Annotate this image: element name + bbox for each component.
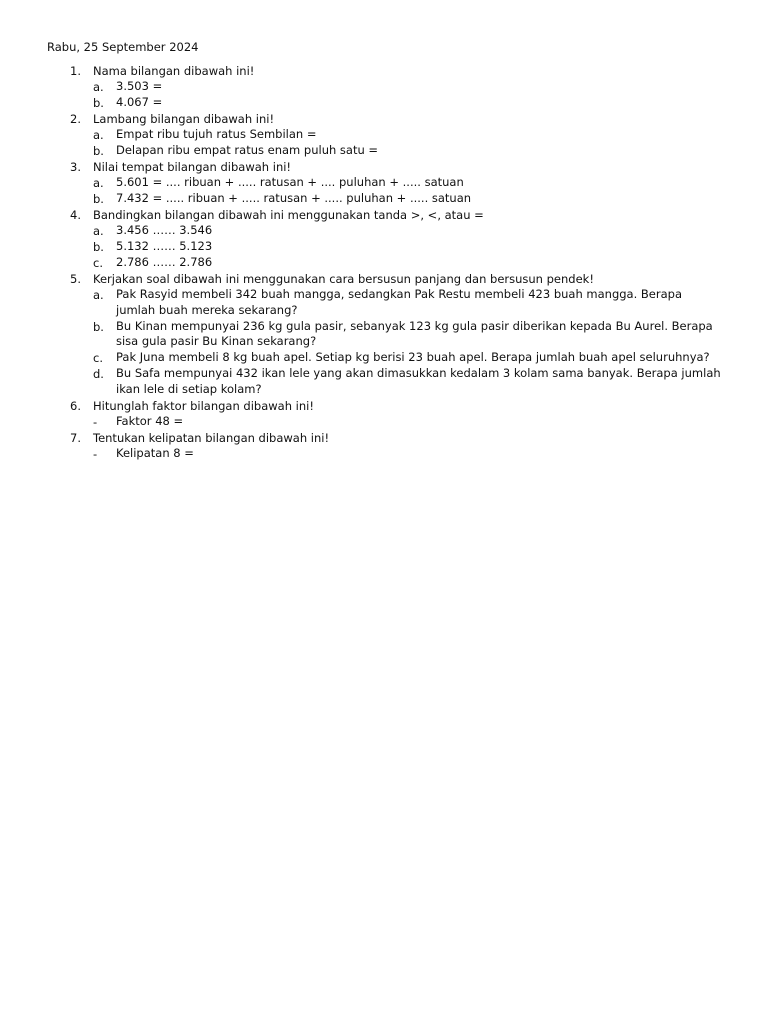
sub-item-marker: b.: [93, 240, 104, 254]
sub-item: [0, 143, 768, 159]
sub-item-text: 5.132 …… 5.123: [116, 239, 213, 253]
question-6: [0, 398, 768, 430]
question-text: Nama bilangan dibawah ini!: [93, 64, 255, 78]
sub-item: [0, 287, 768, 319]
sub-item-marker: a.: [93, 288, 104, 302]
sub-item-text: Empat ribu tujuh ratus Sembilan =: [116, 127, 317, 141]
sub-item-marker: a.: [93, 224, 104, 238]
question-2: [0, 111, 768, 159]
question-1: [0, 63, 768, 111]
sub-item-text: 7.432 = ..... ribuan + ..... ratusan + ..... puluhan + ..... satuan: [116, 191, 472, 205]
sub-item-list: [0, 127, 768, 159]
sub-item-list: [0, 446, 768, 462]
sub-item-text: Bu Safa mempunyai 432 ikan lele yang akan dimasukkan kedalam 3 kolam sama banyak. Berapa jumlah ikan lele di setiap kolam?: [116, 366, 721, 396]
sub-item-marker: d.: [93, 367, 104, 382]
sub-item-text: Bu Kinan mempunyai 236 kg gula pasir, sebanyak 123 kg gula pasir diberikan kepada Bu Aurel. Berapa sisa gula pasir Bu Kinan sekarang?: [116, 318, 713, 349]
sub-item-marker: a.: [93, 176, 104, 190]
question-number: 1.: [70, 64, 81, 78]
question-number: 6.: [70, 398, 81, 413]
sub-item-marker: c.: [93, 351, 103, 366]
question-number: 7.: [70, 430, 81, 445]
document-date: Rabu, 25 September 2024: [47, 40, 199, 54]
sub-item-list: [0, 175, 768, 207]
sub-item-marker: b.: [93, 96, 104, 110]
sub-item: [0, 255, 768, 271]
sub-item: [0, 223, 768, 239]
question-text: Kerjakan soal dibawah ini menggunakan cara bersusun panjang dan bersusun pendek!: [93, 272, 594, 286]
sub-item-list: [0, 79, 768, 111]
sub-item-text: 5.601 = .... ribuan + ..... ratusan + .... puluhan + ..... satuan: [116, 175, 464, 189]
question-5: [0, 271, 768, 398]
question-7: [0, 430, 768, 462]
sub-item: [0, 239, 768, 255]
sub-item-marker: -: [93, 446, 98, 461]
sub-item-marker: b.: [93, 192, 104, 206]
question-3: [0, 159, 768, 207]
sub-item-list: [0, 287, 768, 398]
sub-item-text: 4.067 =: [116, 95, 163, 109]
question-text: Nilai tempat bilangan dibawah ini!: [93, 160, 292, 174]
sub-item-list: [0, 414, 768, 430]
sub-item-text: 3.503 =: [116, 79, 163, 93]
sub-item-text: Pak Rasyid membeli 342 buah mangga, sedangkan Pak Restu membeli 423 buah mangga. Berapa jumlah buah mereka sekarang?: [116, 287, 682, 317]
question-text: Lambang bilangan dibawah ini!: [93, 112, 275, 126]
question-number: 2.: [70, 112, 81, 126]
sub-item: [0, 79, 768, 95]
sub-item: [0, 95, 768, 111]
sub-item: [0, 366, 768, 398]
sub-item: [0, 175, 768, 191]
sub-item-marker: c.: [93, 256, 103, 270]
sub-item-list: [0, 223, 768, 271]
sub-item-text: Delapan ribu empat ratus enam puluh satu =: [116, 143, 379, 157]
question-number: 5.: [70, 272, 81, 286]
question-number: 3.: [70, 160, 81, 174]
question-text: Bandingkan bilangan dibawah ini menggunakan tanda >, <, atau =: [93, 208, 484, 222]
sub-item-text: Kelipatan 8 =: [116, 445, 194, 460]
question-list: [0, 63, 768, 462]
sub-item: [0, 414, 768, 430]
question-4: [0, 207, 768, 271]
sub-item-marker: -: [93, 414, 98, 429]
sub-item: [0, 350, 768, 366]
sub-item-marker: b.: [93, 319, 104, 334]
question-text: Tentukan kelipatan bilangan dibawah ini!: [93, 430, 330, 445]
sub-item-marker: a.: [93, 80, 104, 94]
question-number: 4.: [70, 208, 81, 222]
sub-item-text: Faktor 48 =: [116, 413, 184, 428]
sub-item: [0, 127, 768, 143]
sub-item: [0, 319, 768, 351]
sub-item-text: Pak Juna membeli 8 kg buah apel. Setiap kg berisi 23 buah apel. Berapa jumlah buah apel seluruhnya?: [116, 350, 710, 365]
sub-item-text: 3.456 …… 3.546: [116, 223, 213, 237]
sub-item-marker: b.: [93, 144, 104, 158]
sub-item-marker: a.: [93, 128, 104, 142]
sub-item: [0, 191, 768, 207]
sub-item: [0, 446, 768, 462]
sub-item-text: 2.786 …… 2.786: [116, 255, 213, 269]
question-text: Hitunglah faktor bilangan dibawah ini!: [93, 398, 314, 413]
